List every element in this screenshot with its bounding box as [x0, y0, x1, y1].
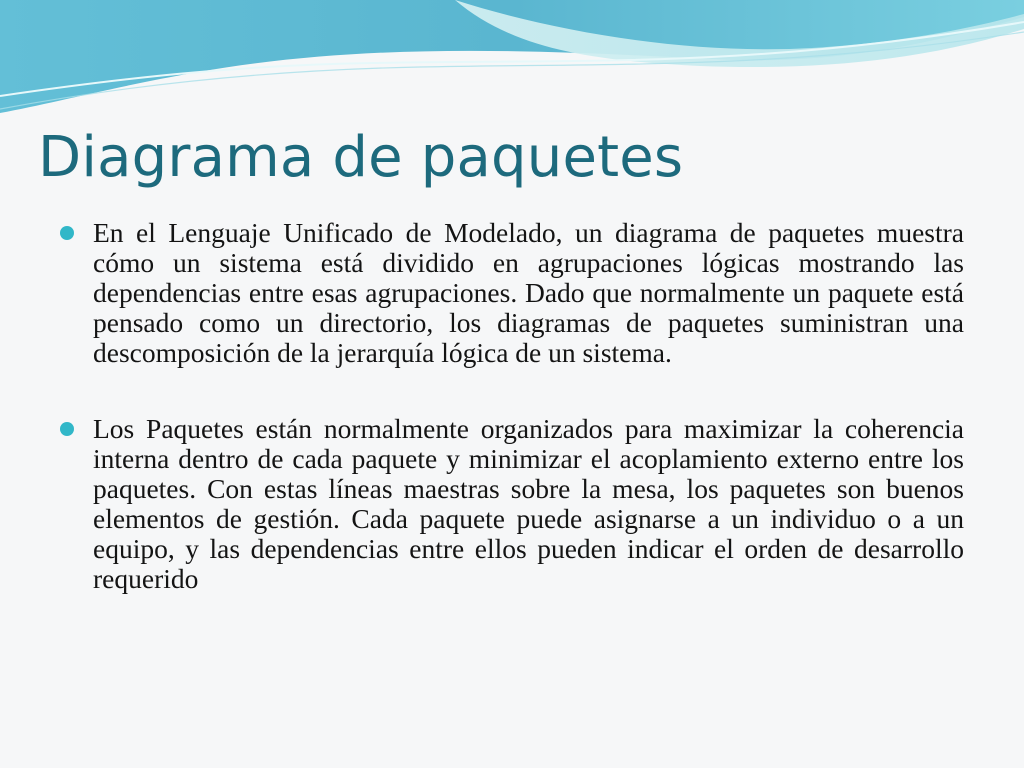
bullet-point-icon [60, 226, 74, 240]
bullet-point-icon [60, 422, 74, 436]
bullet-text: Los Paquetes están normalmente organizados para maximizar la coherencia interna dentro de cada paquete y minimizar el acoplamiento externo entre los paquetes. Con estas líneas maestras sobre la mesa, los paquetes son buenos elementos de gestión. Cada paquete puede asignarse a un individuo o a un equipo, y las dependencias entre ellos pueden indicar el orden de desarrollo requerido [93, 413, 964, 594]
bullet-item [60, 414, 964, 594]
slide-title: Diagrama de paquetes [38, 125, 684, 190]
bullet-item [60, 218, 964, 368]
bullet-list [60, 218, 964, 594]
bullet-text: En el Lenguaje Unificado de Modelado, un diagrama de paquetes muestra cómo un sistema está dividido en agrupaciones lógicas mostrando las dependencias entre esas agrupaciones. Dado que normalmente un paquete está pensado como un directorio, los diagramas de paquetes suministran una descomposición de la jerarquía lógica de un sistema. [93, 217, 964, 368]
